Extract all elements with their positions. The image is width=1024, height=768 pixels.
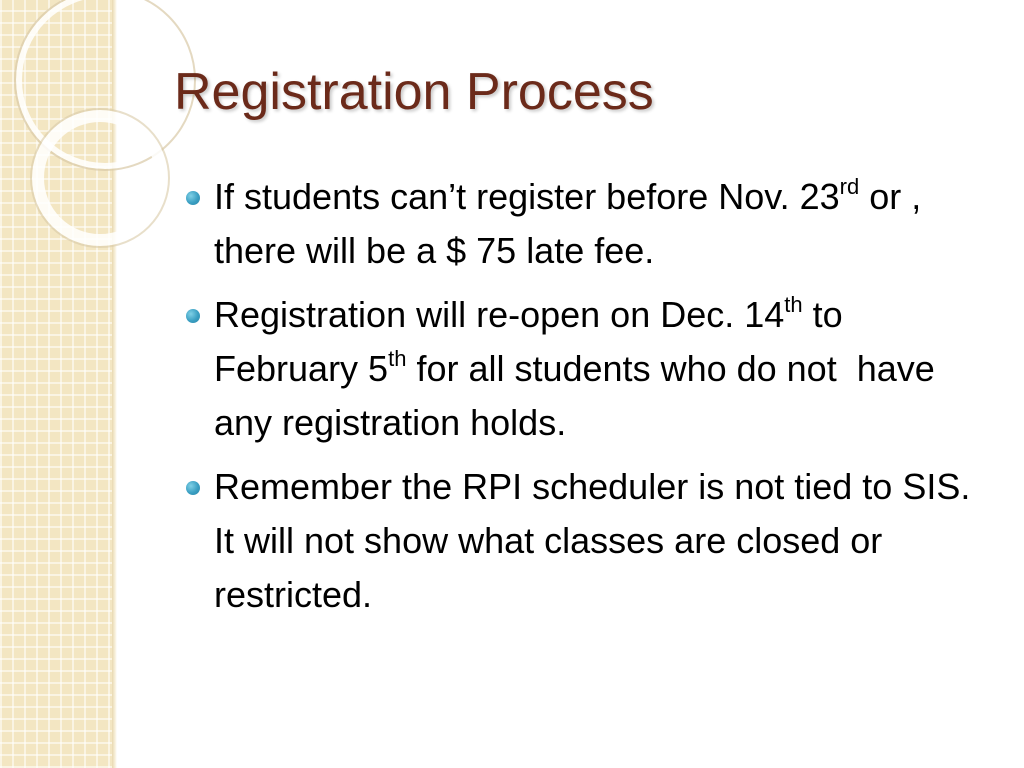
bullet-text: If students can’t register before Nov. 23 — [214, 176, 840, 217]
decorative-circle-small-shade — [31, 109, 169, 247]
bullet-text: or , there will be a $ 75 late fee. — [214, 176, 922, 271]
ordinal-suffix: th — [784, 292, 803, 317]
bullet-text: Registration will re-open on Dec. 14 — [214, 294, 785, 335]
bullet-text: to February 5 — [214, 294, 843, 389]
bullet-text: Remember the RPI scheduler is not tied to SIS. It will not show what classes are closed or restricted. — [214, 466, 971, 615]
bullet-item-late-fee — [186, 170, 996, 278]
bullet-list — [186, 170, 996, 632]
decorative-circle-small — [38, 116, 162, 240]
bullet-text: for all students who do not have any registration holds. — [214, 348, 935, 443]
bullet-item-reopen-dates — [186, 288, 996, 450]
bullet-dot-icon — [186, 481, 200, 495]
bullet-item-scheduler-note — [186, 460, 996, 622]
ordinal-suffix: th — [388, 346, 407, 371]
bullet-dot-icon — [186, 309, 200, 323]
bullet-dot-icon — [186, 191, 200, 205]
ordinal-suffix: rd — [839, 174, 860, 199]
slide-title: Registration Process — [174, 63, 654, 121]
